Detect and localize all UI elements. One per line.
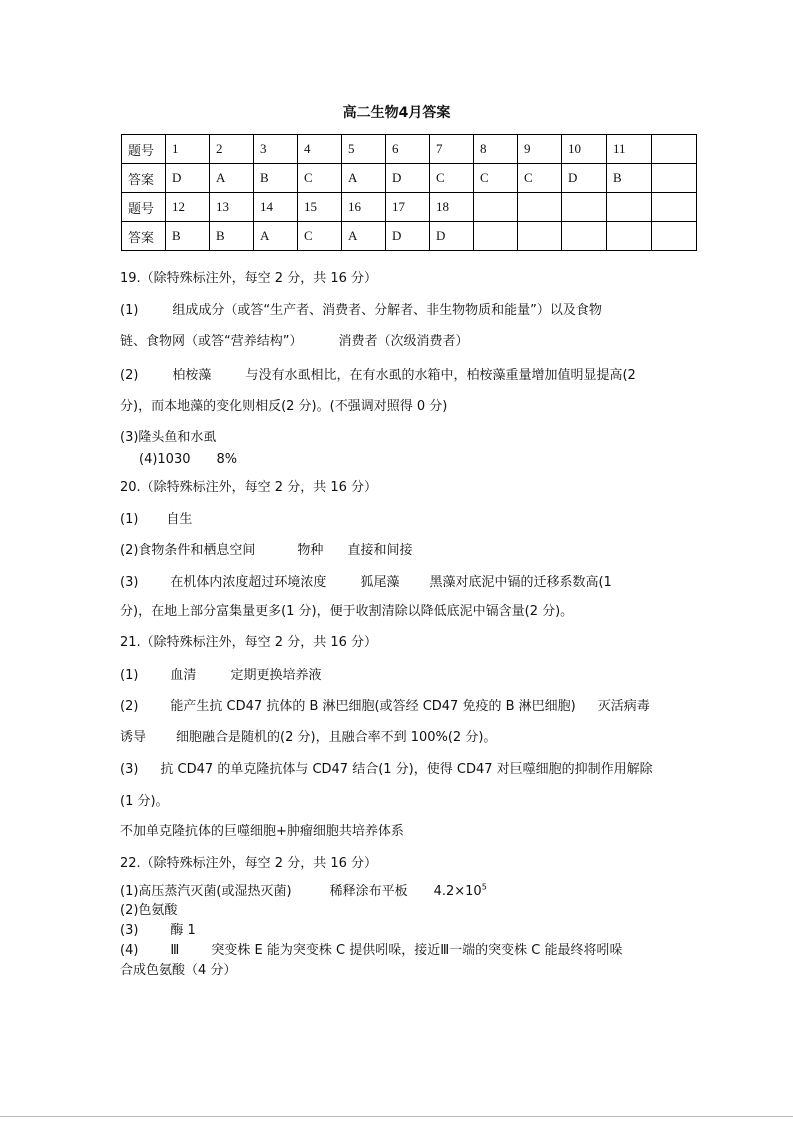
q20-p1-num: (1) (120, 512, 139, 527)
q19-p1-text-a: 组成成分（或答“生产者、消费者、分解者、非生物物质和能量”）以及食物 (172, 303, 602, 318)
q19-part1-line2 (120, 330, 469, 349)
table-cell: 11 (607, 135, 652, 164)
q19-p2-num: (2) (120, 368, 139, 383)
q21-part2-line1 (120, 695, 650, 714)
q19-p2-text-a: 柏桉藻 (172, 368, 212, 383)
table-cell (518, 193, 562, 222)
table-cell: B (166, 222, 210, 251)
table-cell: D (430, 222, 474, 251)
table-cell: D (562, 164, 607, 193)
q19-p4-text-a: (4)1030 (139, 452, 191, 467)
q19-part2-line1 (120, 364, 636, 383)
table-cell: 4 (298, 135, 342, 164)
q21-p2-text-c: 诱导 (120, 730, 147, 745)
table-cell: 2 (210, 135, 254, 164)
q19-part2-line2: 分)，而本地藻的变化则相反(2 分)。(不强调对照得 0 分) (120, 399, 448, 414)
q21-header: 21.（除特殊标注外，每空 2 分，共 16 分） (120, 635, 378, 650)
q22-part4-line1 (120, 939, 623, 958)
table-cell (474, 193, 518, 222)
q19-p1-num: (1) (120, 303, 139, 318)
q20-part3-line1 (120, 571, 612, 590)
q22-p1-exponent: 5 (481, 882, 487, 892)
q22-p1-text-a: (1)高压蒸汽灭菌(或湿热灭菌) (120, 884, 292, 899)
table-cell: D (386, 164, 430, 193)
table-cell (652, 135, 697, 164)
q22-part1 (120, 880, 487, 899)
row-header-cell: 答案 (122, 222, 166, 251)
table-row (122, 135, 697, 164)
q22-header: 22.（除特殊标注外，每空 2 分，共 16 分） (120, 856, 378, 871)
table-cell: 16 (342, 193, 386, 222)
q20-part3-line2: 分)，在地上部分富集量更多(1 分)，便于收割清除以降低底泥中镉含量(2 分)。 (120, 604, 574, 619)
q22-p4-num: (4) (120, 943, 139, 958)
q19-part3: (3)隆头鱼和水虱 (120, 430, 217, 445)
row-header-cell: 题号 (122, 135, 166, 164)
table-cell: 14 (254, 193, 298, 222)
row-header-cell: 答案 (122, 164, 166, 193)
q20-p1-text: 自生 (166, 512, 193, 527)
q22-p4-text-a: Ⅲ (170, 943, 180, 958)
table-cell: A (342, 164, 386, 193)
q22-p3-num: (3) (120, 923, 139, 938)
q19-part1-line1 (120, 299, 602, 318)
row-header-cell: 题号 (122, 193, 166, 222)
table-row (122, 222, 697, 251)
table-row (122, 164, 697, 193)
q21-p3-text-a: 抗 CD47 的单克隆抗体与 CD47 结合(1 分)，使得 CD47 对巨噬细胞的抑制作用解除 (160, 762, 653, 777)
q22-p4-text-b: 突变株 E 能为突变株 C 提供吲哚，接近Ⅲ一端的突变株 C 能最终将吲哚 (211, 943, 623, 958)
table-cell: B (607, 164, 652, 193)
answer-table (121, 134, 697, 251)
q21-p2-text-d: 细胞融合是随机的(2 分)，且融合率不到 100%(2 分)。 (176, 730, 497, 745)
q21-p1-num: (1) (120, 668, 139, 683)
q21-part3-line2: (1 分)。 (120, 794, 169, 809)
q22-p1-text-c: 4.2×10 (433, 884, 482, 899)
q21-p2-text-b: 灭活病毒 (597, 699, 650, 714)
q20-part2 (120, 539, 412, 558)
q22-part4-line2: 合成色氨酸（4 分） (120, 963, 237, 978)
table-cell (562, 222, 607, 251)
q19-header: 19.（除特殊标注外，每空 2 分，共 16 分） (120, 271, 378, 286)
table-cell (652, 164, 697, 193)
q21-p1-text-a: 血清 (170, 668, 197, 683)
table-cell: 1 (166, 135, 210, 164)
q19-p4-text-b: 8% (216, 452, 238, 467)
q21-p3-num: (3) (120, 762, 139, 777)
q21-p2-num: (2) (120, 699, 139, 714)
table-cell: B (254, 164, 298, 193)
page-title: 高二生物4月答案 (342, 105, 451, 121)
q20-p2-text-b: 物种 (297, 543, 324, 558)
q19-p1-text-c: 消费者（次级消费者） (338, 334, 469, 349)
q20-p2-text-a: (2)食物条件和栖息空间 (120, 543, 256, 558)
table-cell (607, 222, 652, 251)
table-cell: 3 (254, 135, 298, 164)
table-cell: C (298, 222, 342, 251)
table-cell: C (298, 164, 342, 193)
table-cell: D (386, 222, 430, 251)
q21-part2-line2 (120, 726, 496, 745)
q19-p2-text-b: 与没有水虱相比，在有水虱的水箱中，柏桉藻重量增加值明显提高(2 (245, 368, 636, 383)
q20-p3-num: (3) (120, 575, 139, 590)
table-cell: C (430, 164, 474, 193)
q22-p3-text: 酶 1 (170, 923, 196, 938)
table-cell: 18 (430, 193, 474, 222)
q21-p1-text-b: 定期更换培养液 (230, 668, 322, 683)
table-cell: B (210, 222, 254, 251)
table-cell: 13 (210, 193, 254, 222)
q20-p3-text-a: 在机体内浓度超过环境浓度 (170, 575, 327, 590)
table-cell (562, 193, 607, 222)
table-cell: A (210, 164, 254, 193)
table-cell: 9 (518, 135, 562, 164)
table-cell (652, 222, 697, 251)
table-cell: 10 (562, 135, 607, 164)
page-bottom-rule (0, 1116, 793, 1117)
q19-part4 (139, 452, 237, 467)
q20-header: 20.（除特殊标注外，每空 2 分，共 16 分） (120, 480, 378, 495)
table-cell: 7 (430, 135, 474, 164)
table-row (122, 193, 697, 222)
table-cell: A (342, 222, 386, 251)
q22-p1-text-b: 稀释涂布平板 (329, 884, 408, 899)
table-cell: C (518, 164, 562, 193)
q19-p1-text-b: 链、食物网（或答“营养结构”） (120, 334, 303, 349)
q20-part1 (120, 508, 192, 527)
table-cell: 6 (386, 135, 430, 164)
table-cell (607, 193, 652, 222)
table-cell: 12 (166, 193, 210, 222)
table-cell (518, 222, 562, 251)
table-cell (474, 222, 518, 251)
q22-part3 (120, 919, 196, 938)
q20-p2-text-c: 直接和间接 (347, 543, 413, 558)
q21-p2-text-a: 能产生抗 CD47 抗体的 B 淋巴细胞(或答经 CD47 免疫的 B 淋巴细胞) (170, 699, 576, 714)
table-cell: D (166, 164, 210, 193)
q22-part2: (2)色氨酸 (120, 903, 178, 918)
table-cell: A (254, 222, 298, 251)
table-cell: 17 (386, 193, 430, 222)
table-cell: 5 (342, 135, 386, 164)
q21-part3-line1 (120, 758, 653, 777)
q21-part1 (120, 664, 321, 683)
table-cell: 15 (298, 193, 342, 222)
table-cell (652, 193, 697, 222)
q20-p3-text-b: 狐尾藻 (360, 575, 400, 590)
table-cell: C (474, 164, 518, 193)
q20-p3-text-c: 黑藻对底泥中镉的迁移系数高(1 (429, 575, 612, 590)
q21-part4: 不加单克隆抗体的巨噬细胞+肿瘤细胞共培养体系 (120, 824, 404, 839)
table-cell: 8 (474, 135, 518, 164)
